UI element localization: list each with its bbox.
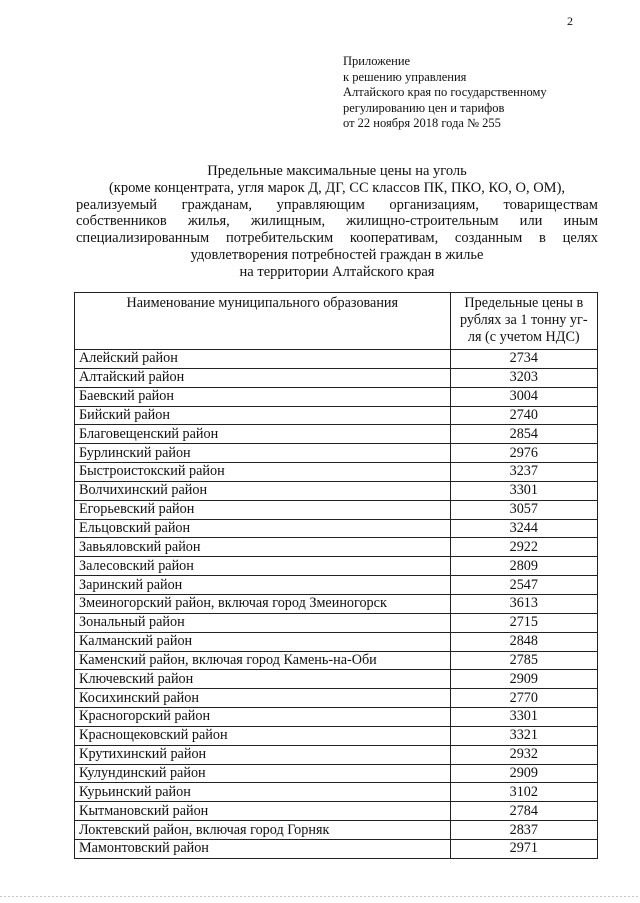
- table-row: [75, 726, 598, 745]
- table-row: [75, 368, 598, 387]
- municipality-name: Краснощековский район: [75, 726, 451, 745]
- price-value: 2848: [450, 632, 597, 651]
- price-value: 2971: [450, 839, 597, 858]
- price-value: 2785: [450, 651, 597, 670]
- header-municipality: Наименование муниципального образования: [75, 293, 451, 350]
- table-header-row: [75, 293, 598, 350]
- table-row: [75, 500, 598, 519]
- price-value: 2976: [450, 444, 597, 463]
- price-value: 3057: [450, 500, 597, 519]
- table-row: [75, 425, 598, 444]
- table-row: [75, 632, 598, 651]
- table-row: [75, 538, 598, 557]
- title-line: удовлетворения потребностей граждан в жилье: [190, 246, 484, 263]
- price-table: [74, 292, 598, 859]
- municipality-name: Крутихинский район: [75, 745, 451, 764]
- title-line: специализированным потребительским кооперативам, созданным в целях: [76, 230, 598, 247]
- price-value: 2547: [450, 576, 597, 595]
- title-line: (кроме концентрата, угля марок Д, ДГ, СС классов ПК, ПКО, КО, О, ОМ),: [108, 179, 566, 196]
- municipality-name: Косихинский район: [75, 689, 451, 708]
- municipality-name: Завьяловский район: [75, 538, 451, 557]
- price-value: 2715: [450, 613, 597, 632]
- table-row: [75, 651, 598, 670]
- table-row: [75, 613, 598, 632]
- table-row: [75, 557, 598, 576]
- table-row: [75, 387, 598, 406]
- table-body: [75, 350, 598, 859]
- municipality-name: Курьинский район: [75, 783, 451, 802]
- table-row: [75, 444, 598, 463]
- title-line: на территории Алтайского края: [239, 263, 435, 280]
- title-line: Предельные максимальные цены на уголь: [207, 163, 467, 179]
- price-value: 2837: [450, 821, 597, 840]
- header-price-line: Предельные цены в: [464, 295, 584, 311]
- table-row: [75, 802, 598, 821]
- table-row: [75, 839, 598, 858]
- price-value: 2922: [450, 538, 597, 557]
- table-row: [75, 821, 598, 840]
- municipality-name: Бийский район: [75, 406, 451, 425]
- price-value: 3004: [450, 387, 597, 406]
- price-value: 2809: [450, 557, 597, 576]
- municipality-name: Благовещенский район: [75, 425, 451, 444]
- table-row: [75, 406, 598, 425]
- appendix-block: [343, 54, 603, 132]
- municipality-name: Егорьевский район: [75, 500, 451, 519]
- price-value: 2909: [450, 764, 597, 783]
- price-value: 2784: [450, 802, 597, 821]
- municipality-name: Быстроистокский район: [75, 463, 451, 482]
- municipality-name: Каменский район, включая город Камень-на-Оби: [75, 651, 451, 670]
- table-row: [75, 594, 598, 613]
- table-row: [75, 689, 598, 708]
- price-value: 2734: [450, 350, 597, 369]
- table-row: [75, 670, 598, 689]
- price-value: 3301: [450, 708, 597, 727]
- municipality-name: Мамонтовский район: [75, 839, 451, 858]
- municipality-name: Кытмановский район: [75, 802, 451, 821]
- municipality-name: Ельцовский район: [75, 519, 451, 538]
- price-value: 3613: [450, 594, 597, 613]
- header-price: [450, 293, 597, 350]
- table-row: [75, 481, 598, 500]
- document-title: [76, 163, 598, 281]
- title-line: собственников жилья, жилищным, жилищно-строительным или иным: [76, 213, 598, 230]
- table-row: [75, 519, 598, 538]
- table-row: [75, 576, 598, 595]
- table-row: [75, 745, 598, 764]
- table-row: [75, 764, 598, 783]
- municipality-name: Красногорский район: [75, 708, 451, 727]
- price-value: 2909: [450, 670, 597, 689]
- appendix-line: к решению управления: [343, 69, 467, 84]
- header-price-line: рублях за 1 тонну уг-: [459, 312, 588, 328]
- municipality-name: Локтевский район, включая город Горняк: [75, 821, 451, 840]
- page-number: 2: [567, 14, 573, 28]
- municipality-name: Зональный район: [75, 613, 451, 632]
- appendix-line: регулированию цен и тарифов: [343, 100, 505, 115]
- municipality-name: Бурлинский район: [75, 444, 451, 463]
- municipality-name: Заринский район: [75, 576, 451, 595]
- price-value: 2932: [450, 745, 597, 764]
- price-value: 3321: [450, 726, 597, 745]
- appendix-line: Алтайского края по государственному: [343, 85, 547, 99]
- appendix-line: от 22 ноября 2018 года № 255: [343, 116, 501, 130]
- municipality-name: Алейский район: [75, 350, 451, 369]
- table-row: [75, 463, 598, 482]
- price-value: 3301: [450, 481, 597, 500]
- price-value: 2740: [450, 406, 597, 425]
- price-value: 3203: [450, 368, 597, 387]
- header-price-line: ля (с учетом НДС): [467, 329, 580, 345]
- table-row: [75, 708, 598, 727]
- municipality-name: Залесовский район: [75, 557, 451, 576]
- table-row: [75, 783, 598, 802]
- municipality-name: Калманский район: [75, 632, 451, 651]
- title-line: реализуемый гражданам, управляющим организациям, товариществам: [76, 196, 598, 213]
- price-value: 2770: [450, 689, 597, 708]
- municipality-name: Змеиногорский район, включая город Змеиногорск: [75, 594, 451, 613]
- municipality-name: Волчихинский район: [75, 481, 451, 500]
- price-value: 2854: [450, 425, 597, 444]
- municipality-name: Ключевский район: [75, 670, 451, 689]
- appendix-line: Приложение: [343, 54, 411, 68]
- scan-edge-line: [0, 896, 640, 897]
- price-value: 3102: [450, 783, 597, 802]
- price-value: 3237: [450, 463, 597, 482]
- municipality-name: Алтайский район: [75, 368, 451, 387]
- municipality-name: Баевский район: [75, 387, 451, 406]
- table-row: [75, 350, 598, 369]
- price-value: 3244: [450, 519, 597, 538]
- municipality-name: Кулундинский район: [75, 764, 451, 783]
